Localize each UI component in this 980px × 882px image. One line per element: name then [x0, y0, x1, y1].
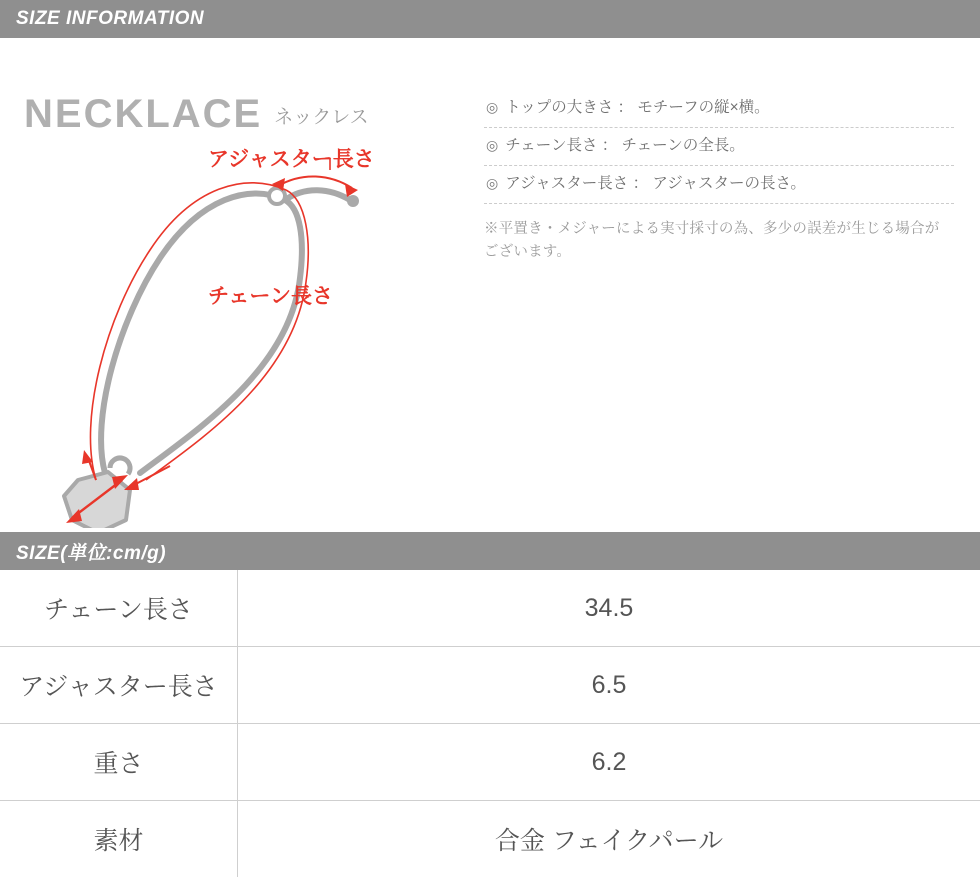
table-row	[0, 801, 980, 878]
diagram-label-adjuster: アジャスター長さ	[208, 148, 375, 171]
legend-list	[484, 90, 954, 263]
illustration-area	[0, 38, 470, 532]
info-section	[0, 38, 980, 532]
size-information-title: SIZE INFORMATION	[16, 8, 205, 29]
legend-item-top	[484, 90, 954, 128]
product-title-ja: ネックレス	[274, 107, 369, 129]
legend-bullet-icon: ◎	[486, 175, 499, 192]
table-cell-label: チェーン長さ	[0, 570, 238, 647]
table-cell-label: 重さ	[0, 724, 238, 801]
necklace-diagram-icon	[0, 128, 470, 528]
table-cell-label: アジャスター長さ	[0, 647, 238, 724]
product-title-en: NECKLACE	[24, 92, 263, 136]
table-row	[0, 570, 980, 647]
table-cell-label: 素材	[0, 801, 238, 878]
legend-bullet-icon: ◎	[486, 137, 499, 154]
size-information-header	[0, 0, 980, 38]
table-cell-value: 合金 フェイクパール	[238, 801, 980, 878]
size-table-title: SIZE(単位:cm/g)	[16, 542, 167, 564]
table-row	[0, 724, 980, 801]
legend-item-label: アジャスター長さ ： アジャスターの長さ。	[505, 175, 806, 193]
table-cell-value: 6.5	[238, 647, 980, 724]
measurement-note: ※平置き・メジャーによる実寸採寸の為、多少の誤差が生じる場合がございます。	[484, 221, 940, 260]
legend-item-label: トップの大きさ ： モチーフの縦×横。	[505, 99, 770, 116]
legend-bullet-icon: ◎	[486, 99, 499, 115]
table-cell-value: 6.2	[238, 724, 980, 801]
legend-item-label: チェーン長さ ： チェーンの全長。	[505, 137, 745, 155]
diagram-label-chain: チェーン長さ	[208, 285, 333, 308]
legend-item-adjuster	[484, 166, 954, 204]
size-table-header	[0, 532, 980, 570]
table-row	[0, 647, 980, 724]
legend-item-chain	[484, 128, 954, 166]
table-cell-value: 34.5	[238, 570, 980, 647]
size-table	[0, 570, 980, 877]
